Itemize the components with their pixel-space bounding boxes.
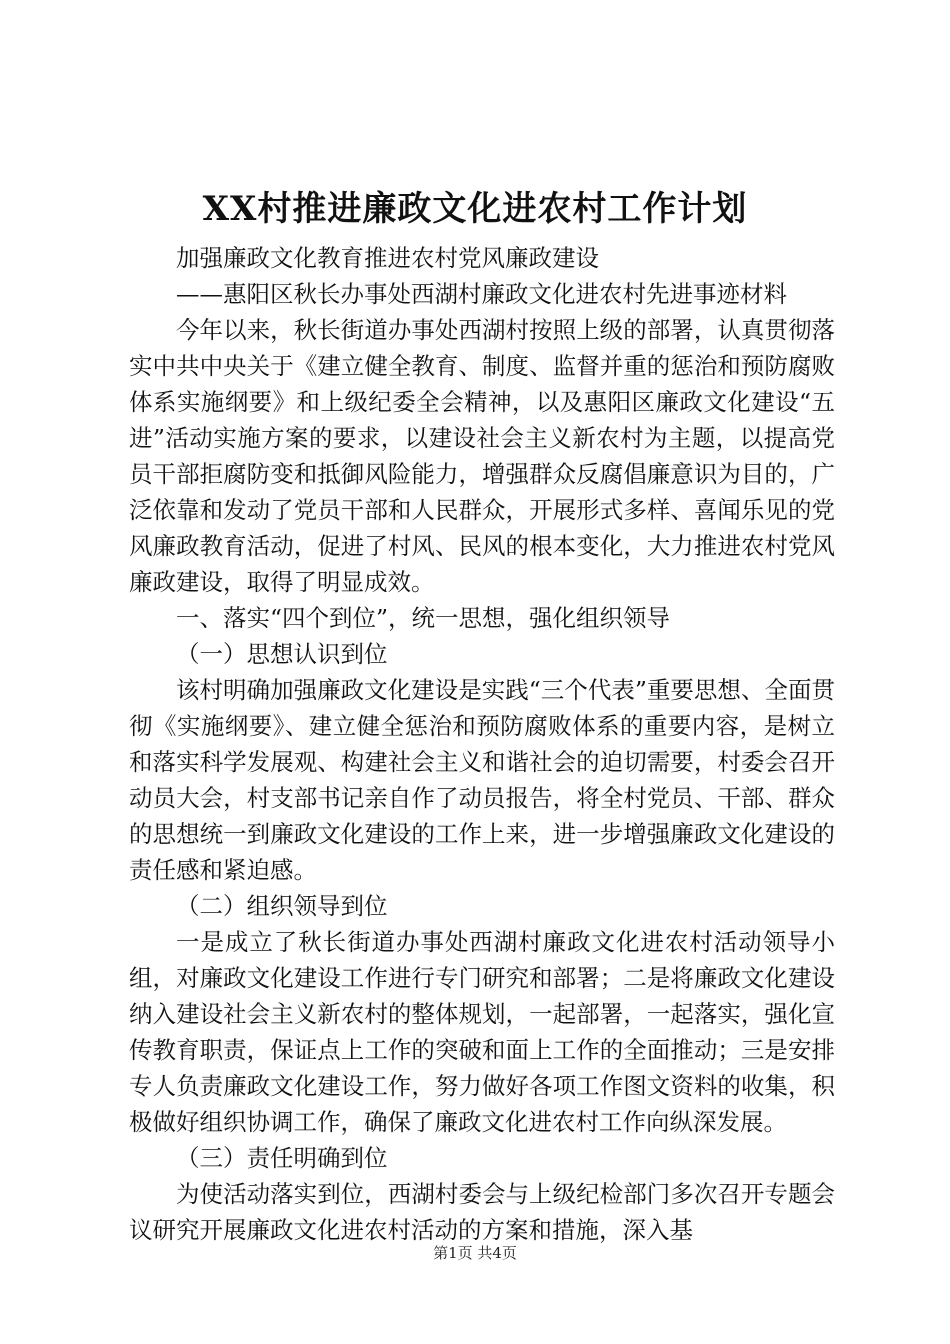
- subsection-heading: （三）责任明确到位: [176, 1144, 388, 1172]
- body-paragraph: 为使活动落实到位，西湖村委会与上级纪检部门多次召开专题会议研究开展廉政文化进农村活动的方案和措施，深入基: [129, 1180, 835, 1244]
- section-heading: 一、落实“四个到位”，统一思想，强化组织领导: [176, 604, 671, 632]
- document-title: XX村推进廉政文化进农村工作计划: [202, 189, 748, 229]
- body-paragraph: 该村明确加强廉政文化建设是实践“三个代表”重要思想、全面贯彻《实施纲要》、建立健全惩治和预防腐败体系的重要内容，是树立和落实科学发展观、构建社会主义和谐社会的迫切需要，村委会召开动员大会，村支部书记亲自作了动员报告，将全村党员、干部、群众的思想统一到廉政文化建设的工作上来，进一步增强廉政文化建设的责任感和紧迫感。: [129, 676, 835, 884]
- subtitle-line: 加强廉政文化教育推进农村党风廉政建设: [176, 244, 599, 272]
- subsection-heading: （一）思想认识到位: [176, 640, 388, 668]
- subsection-heading: （二）组织领导到位: [176, 892, 388, 920]
- body-paragraph: 一是成立了秋长街道办事处西湖村廉政文化进农村活动领导小组，对廉政文化建设工作进行专门研究和部署；二是将廉政文化建设纳入建设社会主义新农村的整体规划，一起部署，一起落实，强化宣传教育职责，保证点上工作的突破和面上工作的全面推动；三是安排专人负责廉政文化建设工作，努力做好各项工作图文资料的收集，积极做好组织协调工作，确保了廉政文化进农村工作向纵深发展。: [129, 928, 835, 1136]
- body-paragraph: 今年以来，秋长街道办事处西湖村按照上级的部署，认真贯彻落实中共中央关于《建立健全教育、制度、监督并重的惩治和预防腐败体系实施纲要》和上级纪委全会精神，以及惠阳区廉政文化建设“五进”活动实施方案的要求，以建设社会主义新农村为主题，以提高党员干部拒腐防变和抵御风险能力，增强群众反腐倡廉意识为目的，广泛依靠和发动了党员干部和人民群众，开展形式多样、喜闻乐见的党风廉政教育活动，促进了村风、民风的根本变化，大力推进农村党风廉政建设，取得了明显成效。: [129, 316, 835, 596]
- subtitle-source-line: ——惠阳区秋长办事处西湖村廉政文化进农村先进事迹材料: [176, 280, 787, 308]
- document-body: [129, 240, 835, 1248]
- page-footer: 第1页 共4页: [433, 1244, 517, 1262]
